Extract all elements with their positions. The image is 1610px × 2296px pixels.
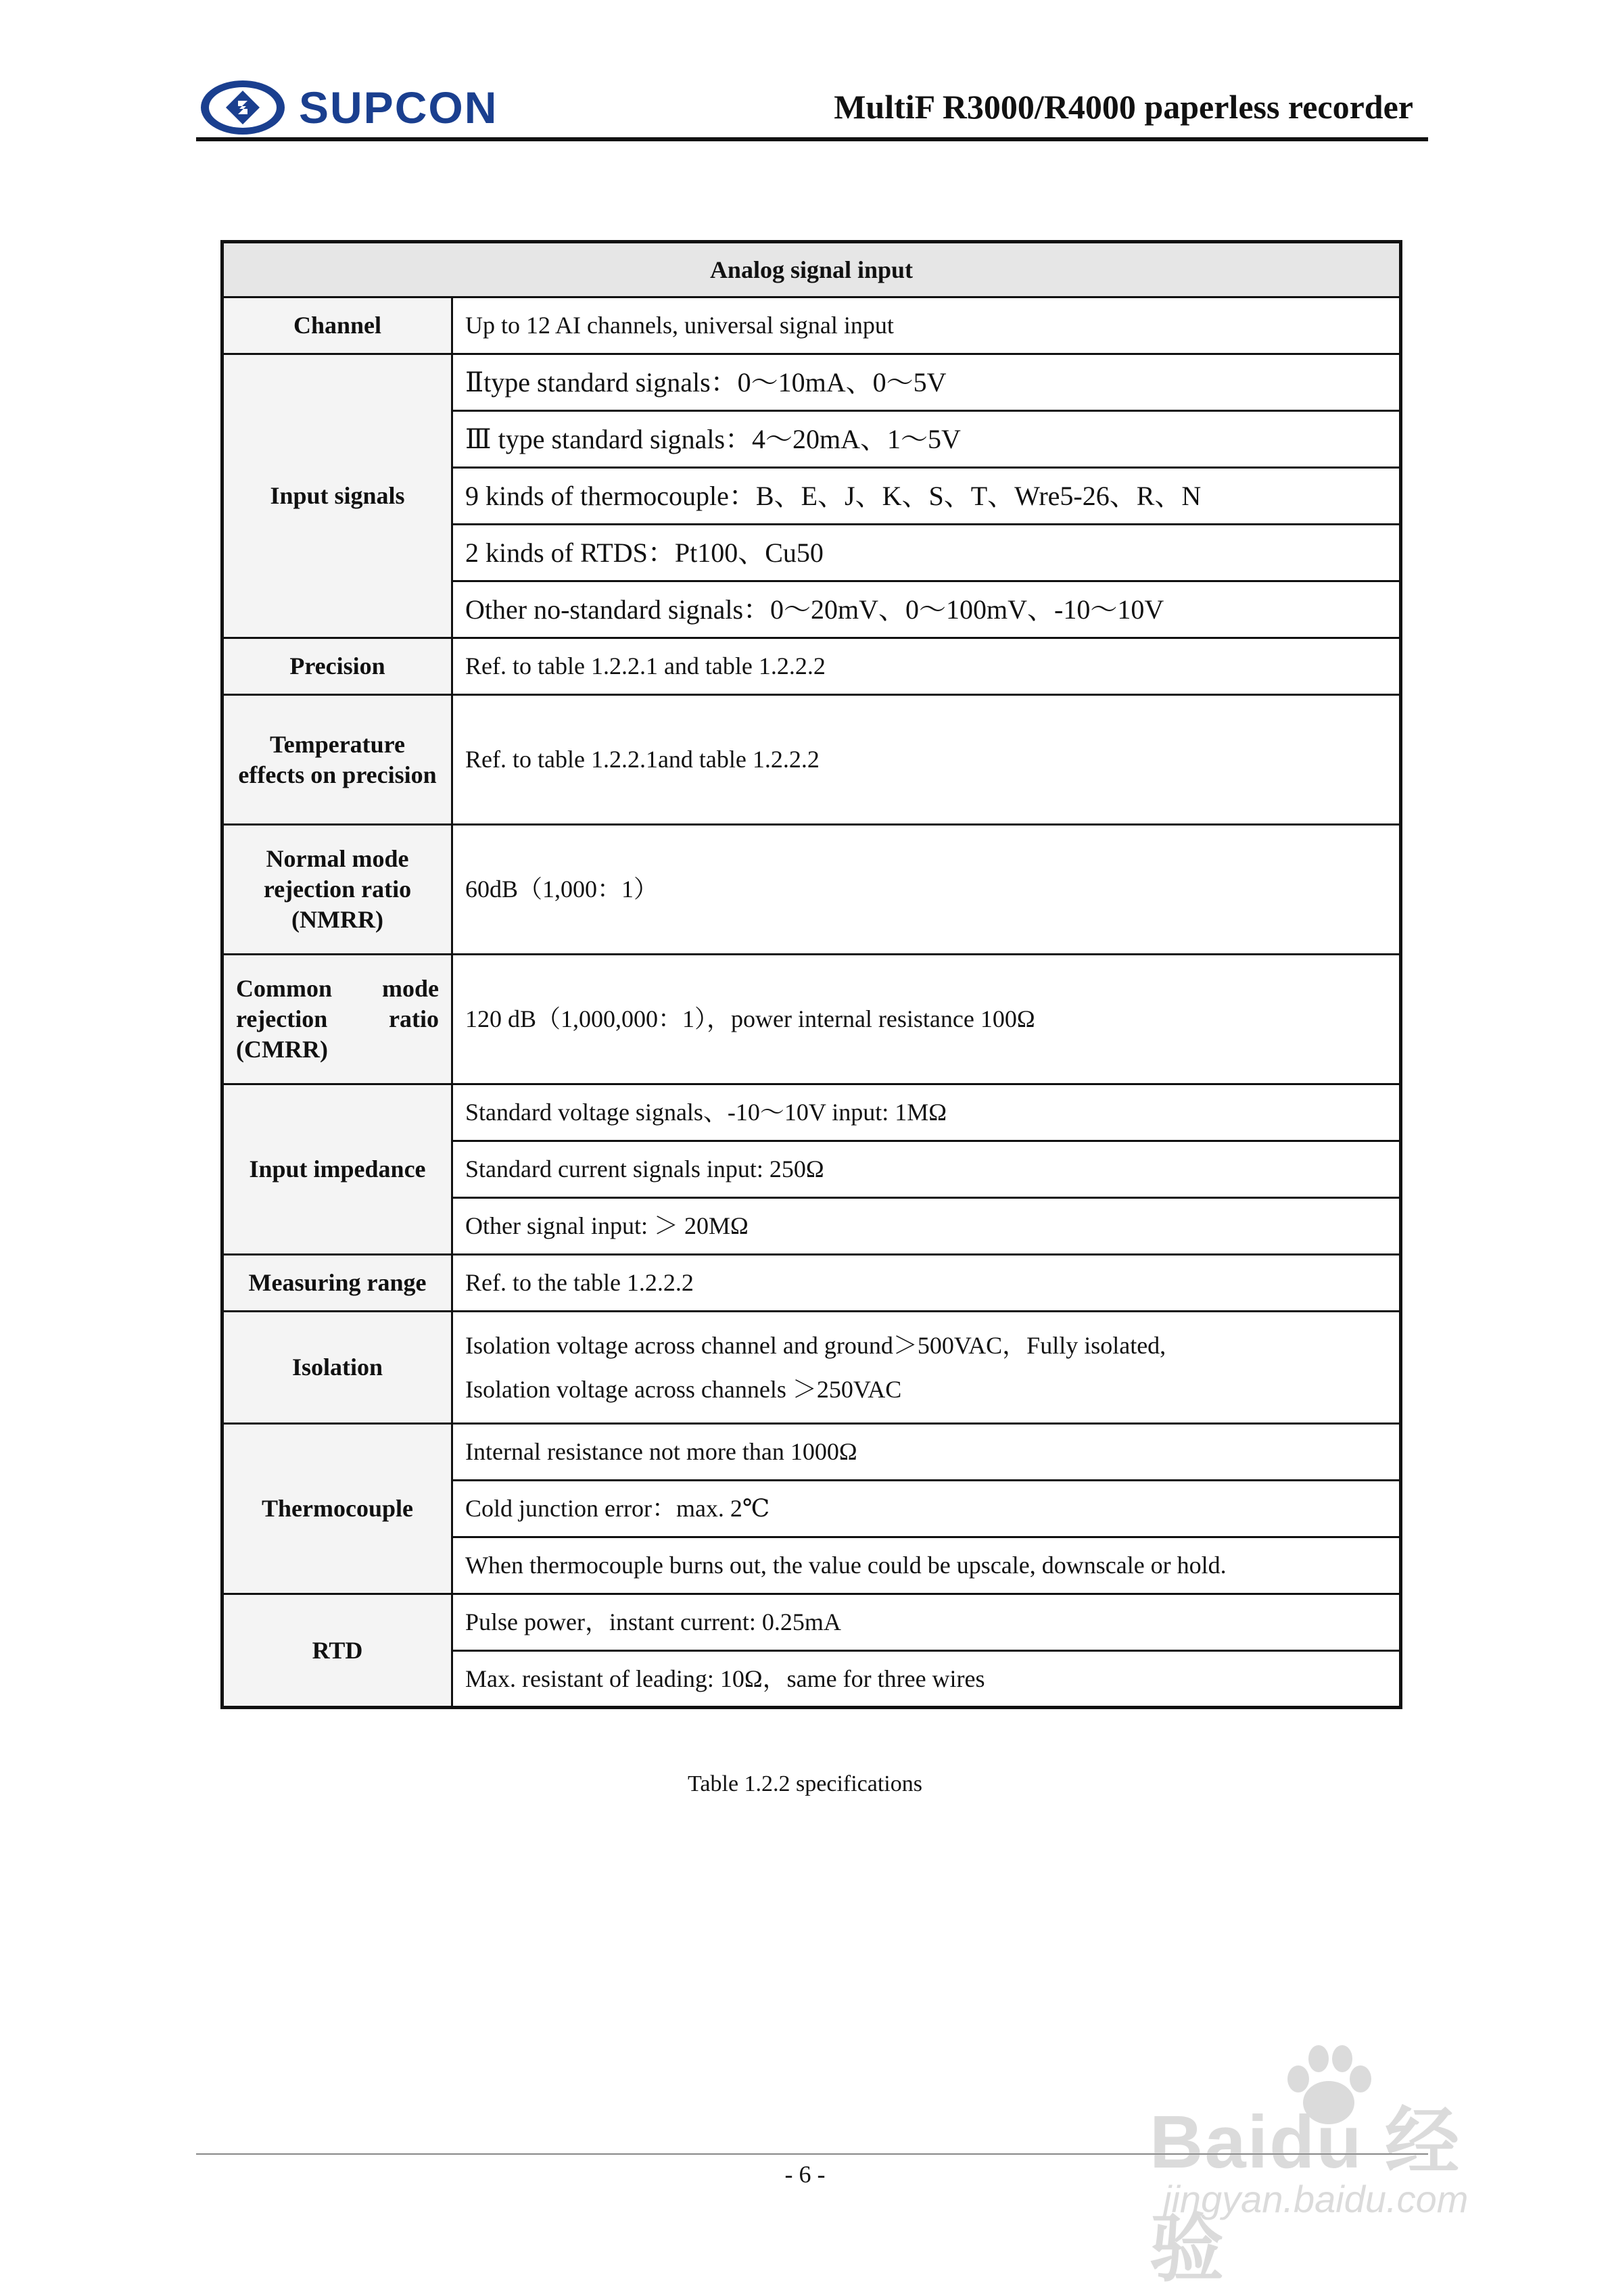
- row-value: Ref. to table 1.2.2.1and table 1.2.2.2: [452, 695, 1401, 825]
- supcon-logo: [199, 77, 498, 138]
- row-value: Up to 12 AI channels, universal signal input: [452, 297, 1401, 354]
- row-label-cmrr: Common mode rejection ratio (CMRR): [222, 955, 452, 1084]
- document-title: MultiF R3000/R4000 paperless recorder: [834, 88, 1413, 126]
- page-header: [196, 74, 1427, 142]
- row-value: Internal resistance not more than 1000Ω: [452, 1424, 1401, 1481]
- table-row: [222, 1424, 1401, 1481]
- row-value: Max. resistant of leading: 10Ω，same for three wires: [452, 1651, 1401, 1708]
- row-label-thermocouple: Thermocouple: [222, 1424, 452, 1594]
- row-value: Standard voltage signals、-10～10V input: 1MΩ: [452, 1084, 1401, 1141]
- table-row: [222, 955, 1401, 1084]
- row-value: 2 kinds of RTDS：Pt100、Cu50: [452, 525, 1401, 581]
- page-number: - 6 -: [784, 2161, 826, 2188]
- header-divider: [196, 137, 1428, 141]
- row-value: When thermocouple burns out, the value could be upscale, downscale or hold.: [452, 1537, 1401, 1594]
- row-value: Other signal input: ＞ 20MΩ: [452, 1198, 1401, 1255]
- row-value: 9 kinds of thermocouple：B、E、J、K、S、T、Wre5-26、R、N: [452, 468, 1401, 525]
- row-label-isolation: Isolation: [222, 1312, 452, 1424]
- row-label-temperature-effects: Temperature effects on precision: [222, 695, 452, 825]
- row-value: Standard current signals input: 250Ω: [452, 1141, 1401, 1198]
- row-label-input-signals: Input signals: [222, 354, 452, 638]
- row-value: Ⅲ type standard signals：4～20mA、1～5V: [452, 411, 1401, 468]
- table-row: [222, 1255, 1401, 1312]
- row-label-channel: Channel: [222, 297, 452, 354]
- baidu-watermark: [1150, 2042, 1528, 2291]
- row-value: 60dB（1,000：1）: [452, 825, 1401, 955]
- spec-table: [220, 240, 1402, 1709]
- row-value-multiline: [452, 1312, 1401, 1424]
- table-row: [222, 297, 1401, 354]
- table-row: [222, 695, 1401, 825]
- row-label-rtd: RTD: [222, 1594, 452, 1708]
- table-caption: Table 1.2.2 specifications: [688, 1771, 922, 1796]
- table-row: [222, 638, 1401, 695]
- row-value: Other no-standard signals：0～20mV、0～100mV、-10～10V: [452, 581, 1401, 638]
- logo-text: SUPCON: [299, 82, 498, 133]
- row-value: 120 dB（1,000,000：1），power internal resistance 100Ω: [452, 955, 1401, 1084]
- isolation-line-1: Isolation voltage across channel and ground＞500VAC，Fully isolated,: [465, 1331, 1166, 1359]
- row-value: Cold junction error：max. 2℃: [452, 1481, 1401, 1537]
- table-row: [222, 1594, 1401, 1651]
- table-row: [222, 1312, 1401, 1424]
- row-value: Ⅱtype standard signals：0～10mA、0～5V: [452, 354, 1401, 411]
- supcon-emblem-icon: [199, 78, 287, 137]
- watermark-url: jingyan.baidu.com: [1163, 2178, 1469, 2220]
- row-value: Ref. to the table 1.2.2.2: [452, 1255, 1401, 1312]
- watermark-main-text: Baidu 经验: [1150, 2101, 1461, 2291]
- table-row: [222, 825, 1401, 955]
- table-header-row: [222, 242, 1401, 297]
- row-value: Pulse power，instant current: 0.25mA: [452, 1594, 1401, 1651]
- row-label-nmrr: Normal mode rejection ratio (NMRR): [222, 825, 452, 955]
- row-label-precision: Precision: [222, 638, 452, 695]
- row-label-input-impedance: Input impedance: [222, 1084, 452, 1255]
- row-value: Ref. to table 1.2.2.1 and table 1.2.2.2: [452, 638, 1401, 695]
- row-label-measuring-range: Measuring range: [222, 1255, 452, 1312]
- table-row: [222, 354, 1401, 411]
- table-row: [222, 1084, 1401, 1141]
- isolation-line-2: Isolation voltage across channels ＞250VAC: [465, 1375, 902, 1403]
- section-title: Analog signal input: [222, 242, 1401, 297]
